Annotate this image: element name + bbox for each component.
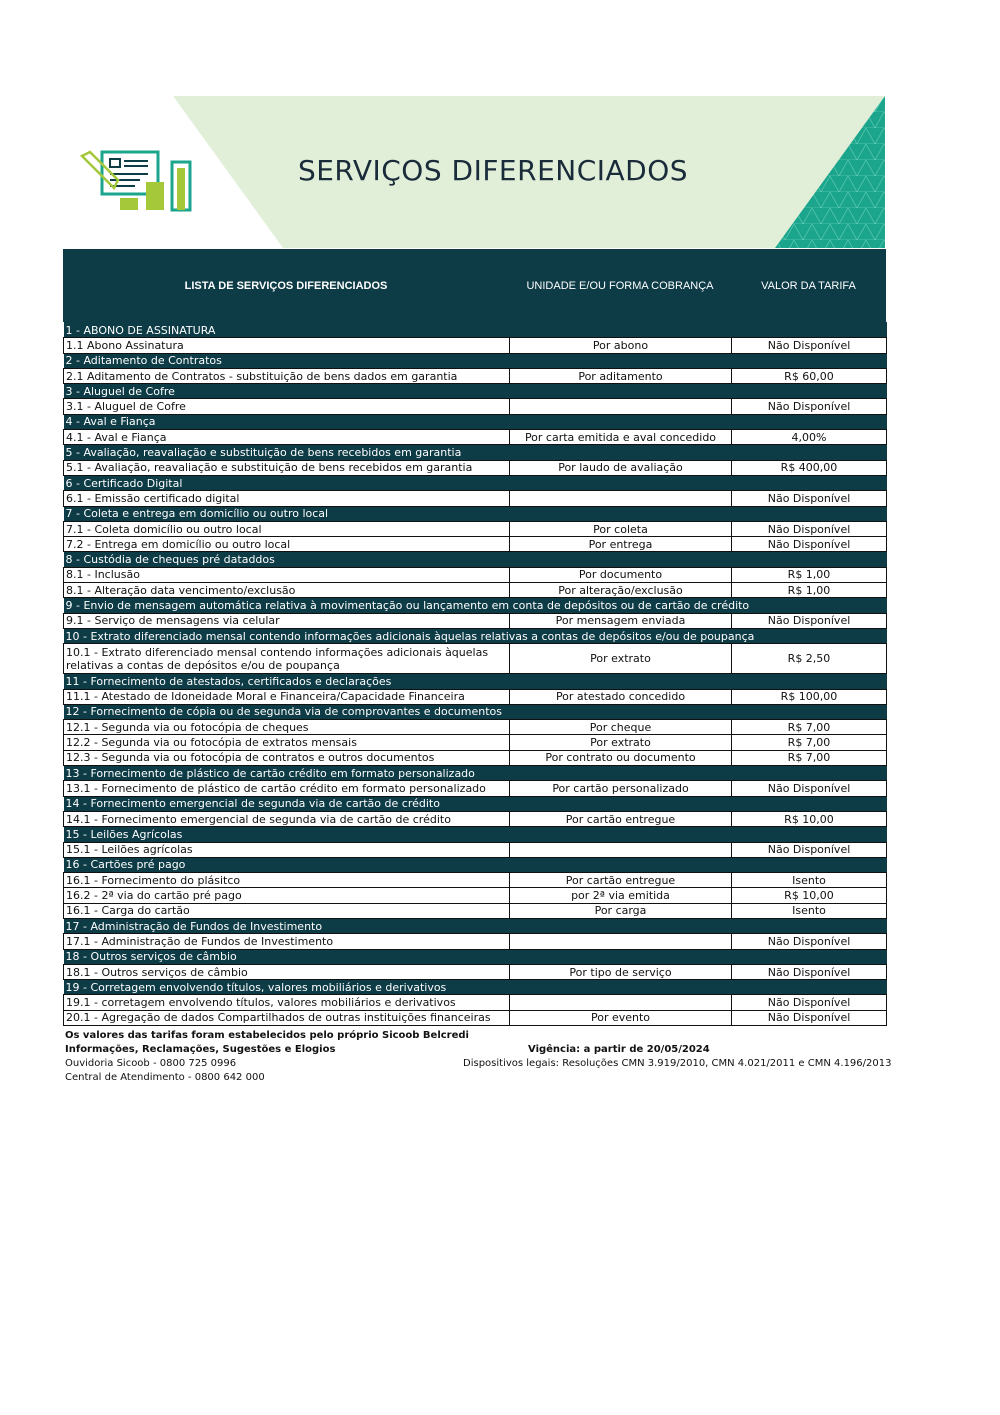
service-cell: 3.1 - Aluguel de Cofre bbox=[64, 399, 510, 414]
unit-cell: Por cartão entregue bbox=[510, 811, 732, 826]
section-row bbox=[64, 506, 887, 521]
service-cell: 8.1 - Alteração data vencimento/exclusão bbox=[64, 583, 510, 598]
unit-cell: Por evento bbox=[510, 1010, 732, 1025]
section-title: 14 - Fornecimento emergencial de segunda via de cartão de crédito bbox=[64, 796, 887, 811]
header-unit: UNIDADE E/OU FORMA COBRANÇA bbox=[526, 279, 714, 292]
unit-cell: Por cartão entregue bbox=[510, 873, 732, 888]
section-row bbox=[64, 827, 887, 842]
unit-cell: Por entrega bbox=[510, 537, 732, 552]
value-cell: R$ 7,00 bbox=[732, 750, 887, 765]
table-row bbox=[64, 567, 887, 582]
section-row bbox=[64, 949, 887, 964]
table-row bbox=[64, 613, 887, 628]
tariff-note: Os valores das tarifas foram estabelecidos pelo próprio Sicoob Belcredi bbox=[65, 1030, 469, 1041]
table-row bbox=[64, 399, 887, 414]
table-row bbox=[64, 750, 887, 765]
unit-cell: Por coleta bbox=[510, 521, 732, 536]
unit-cell: Por laudo de avaliação bbox=[510, 460, 732, 475]
section-row bbox=[64, 796, 887, 811]
table-row bbox=[64, 521, 887, 536]
value-cell: Isento bbox=[732, 903, 887, 918]
value-cell: R$ 400,00 bbox=[732, 460, 887, 475]
section-row bbox=[64, 445, 887, 460]
value-cell: Não Disponível bbox=[732, 934, 887, 949]
value-cell: R$ 60,00 bbox=[732, 368, 887, 383]
service-cell: 10.1 - Extrato diferenciado mensal contendo informações adicionais àquelas relativas a contas de depósitos e/ou de poupança bbox=[64, 644, 510, 674]
service-cell: 12.2 - Segunda via ou fotocópia de extratos mensais bbox=[64, 735, 510, 750]
services-table bbox=[63, 249, 886, 1026]
value-cell: Isento bbox=[732, 873, 887, 888]
section-title: 12 - Fornecimento de cópia ou de segunda via de comprovantes e documentos bbox=[64, 704, 887, 719]
table-row bbox=[64, 811, 887, 826]
service-cell: 18.1 - Outros serviços de câmbio bbox=[64, 964, 510, 979]
table-row bbox=[64, 689, 887, 704]
validity-block bbox=[463, 1043, 892, 1071]
section-title: 2 - Aditamento de Contratos bbox=[64, 353, 887, 368]
service-cell: 15.1 - Leilões agrícolas bbox=[64, 842, 510, 857]
service-cell: 13.1 - Fornecimento de plástico de cartão crédito em formato personalizado bbox=[64, 781, 510, 796]
service-cell: 9.1 - Serviço de mensagens via celular bbox=[64, 613, 510, 628]
table-row bbox=[64, 491, 887, 506]
table-row bbox=[64, 720, 887, 735]
section-title: 4 - Aval e Fiança bbox=[64, 414, 887, 429]
service-cell: 17.1 - Administração de Fundos de Investimento bbox=[64, 934, 510, 949]
page-title: SERVIÇOS DIFERENCIADOS bbox=[297, 154, 689, 187]
value-cell: Não Disponível bbox=[732, 399, 887, 414]
header-banner bbox=[173, 96, 885, 248]
section-title: 13 - Fornecimento de plástico de cartão crédito em formato personalizado bbox=[64, 766, 887, 781]
section-row bbox=[64, 414, 887, 429]
table-header bbox=[63, 249, 886, 322]
table-row bbox=[64, 537, 887, 552]
value-cell: Não Disponível bbox=[732, 995, 887, 1010]
value-cell: Não Disponível bbox=[732, 781, 887, 796]
section-title: 7 - Coleta e entrega em domicílio ou outro local bbox=[64, 506, 887, 521]
section-title: 18 - Outros serviços de câmbio bbox=[64, 949, 887, 964]
section-row bbox=[64, 323, 887, 338]
service-cell: 7.1 - Coleta domicílio ou outro local bbox=[64, 521, 510, 536]
value-cell: R$ 2,50 bbox=[732, 644, 887, 674]
service-cell: 5.1 - Avaliação, reavaliação e substituição de bens recebidos em garantia bbox=[64, 460, 510, 475]
service-cell: 12.1 - Segunda via ou fotocópia de cheques bbox=[64, 720, 510, 735]
value-cell: Não Disponível bbox=[732, 491, 887, 506]
table-row bbox=[64, 873, 887, 888]
section-row bbox=[64, 384, 887, 399]
value-cell: Não Disponível bbox=[732, 338, 887, 353]
services-grid bbox=[63, 322, 887, 1026]
ouvidoria-contact: Ouvidoria Sicoob - 0800 725 0996 bbox=[65, 1058, 237, 1069]
unit-cell: Por extrato bbox=[510, 735, 732, 750]
service-cell: 16.1 - Fornecimento do plásitco bbox=[64, 873, 510, 888]
service-cell: 14.1 - Fornecimento emergencial de segunda via de cartão de crédito bbox=[64, 811, 510, 826]
service-cell: 6.1 - Emissão certificado digital bbox=[64, 491, 510, 506]
service-cell: 1.1 Abono Assinatura bbox=[64, 338, 510, 353]
value-cell: Não Disponível bbox=[732, 613, 887, 628]
document-chart-icon bbox=[80, 150, 205, 217]
service-cell: 11.1 - Atestado de Idoneidade Moral e Financeira/Capacidade Financeira bbox=[64, 689, 510, 704]
section-row bbox=[64, 475, 887, 490]
service-cell: 19.1 - corretagem envolvendo títulos, valores mobiliários e derivativos bbox=[64, 995, 510, 1010]
section-title: 10 - Extrato diferenciado mensal contendo informações adicionais àquelas relativas a contas de depósitos e/ou de poupança bbox=[64, 628, 887, 643]
unit-cell bbox=[510, 995, 732, 1010]
value-cell: R$ 10,00 bbox=[732, 811, 887, 826]
unit-cell bbox=[510, 934, 732, 949]
unit-cell: Por cheque bbox=[510, 720, 732, 735]
value-cell: R$ 100,00 bbox=[732, 689, 887, 704]
table-row bbox=[64, 964, 887, 979]
value-cell: Não Disponível bbox=[732, 537, 887, 552]
service-cell: 20.1 - Agregação de dados Compartilhados de outras instituições financeiras bbox=[64, 1010, 510, 1025]
unit-cell: Por atestado concedido bbox=[510, 689, 732, 704]
service-cell: 16.2 - 2ª via do cartão pré pago bbox=[64, 888, 510, 903]
table-row bbox=[64, 735, 887, 750]
table-row bbox=[64, 368, 887, 383]
section-row bbox=[64, 598, 887, 613]
section-title: 19 - Corretagem envolvendo títulos, valores mobiliários e derivativos bbox=[64, 980, 887, 995]
service-cell: 12.3 - Segunda via ou fotocópia de contratos e outros documentos bbox=[64, 750, 510, 765]
header-service: LISTA DE SERVIÇOS DIFERENCIADOS bbox=[184, 279, 388, 292]
unit-cell: Por carga bbox=[510, 903, 732, 918]
value-cell: Não Disponível bbox=[732, 842, 887, 857]
value-cell: R$ 10,00 bbox=[732, 888, 887, 903]
unit-cell: Por cartão personalizado bbox=[510, 781, 732, 796]
value-cell: R$ 1,00 bbox=[732, 583, 887, 598]
section-row bbox=[64, 674, 887, 689]
value-cell: R$ 7,00 bbox=[732, 720, 887, 735]
service-cell: 7.2 - Entrega em domicílio ou outro local bbox=[64, 537, 510, 552]
value-cell: Não Disponível bbox=[732, 1010, 887, 1025]
value-cell: R$ 1,00 bbox=[732, 567, 887, 582]
value-cell: R$ 7,00 bbox=[732, 735, 887, 750]
table-row bbox=[64, 934, 887, 949]
table-row bbox=[64, 1010, 887, 1025]
service-cell: 16.1 - Carga do cartão bbox=[64, 903, 510, 918]
unit-cell: Por alteração/exclusão bbox=[510, 583, 732, 598]
value-cell: 4,00% bbox=[732, 430, 887, 445]
section-row bbox=[64, 766, 887, 781]
table-row bbox=[64, 888, 887, 903]
service-cell: 2.1 Aditamento de Contratos - substituição de bens dados em garantia bbox=[64, 368, 510, 383]
table-row bbox=[64, 995, 887, 1010]
table-row bbox=[64, 460, 887, 475]
value-cell: Não Disponível bbox=[732, 964, 887, 979]
section-row bbox=[64, 704, 887, 719]
section-title: 1 - ABONO DE ASSINATURA bbox=[64, 323, 887, 338]
unit-cell: Por aditamento bbox=[510, 368, 732, 383]
table-row bbox=[64, 842, 887, 857]
section-title: 6 - Certificado Digital bbox=[64, 475, 887, 490]
service-cell: 4.1 - Aval e Fiança bbox=[64, 430, 510, 445]
section-row bbox=[64, 353, 887, 368]
value-cell: Não Disponível bbox=[732, 521, 887, 536]
unit-cell: Por carta emitida e aval concedido bbox=[510, 430, 732, 445]
section-title: 9 - Envio de mensagem automática relativa à movimentação ou lançamento em conta de depósitos ou de cartão de crédito bbox=[64, 598, 887, 613]
table-row bbox=[64, 644, 887, 674]
table-row bbox=[64, 338, 887, 353]
table-row bbox=[64, 583, 887, 598]
unit-cell bbox=[510, 842, 732, 857]
section-title: 8 - Custódia de cheques pré dataddos bbox=[64, 552, 887, 567]
table-row bbox=[64, 430, 887, 445]
footer bbox=[65, 1029, 895, 1085]
section-title: 17 - Administração de Fundos de Investimento bbox=[64, 918, 887, 933]
unit-cell bbox=[510, 491, 732, 506]
unit-cell: Por extrato bbox=[510, 644, 732, 674]
unit-cell: Por abono bbox=[510, 338, 732, 353]
table-row bbox=[64, 781, 887, 796]
unit-cell: Por tipo de serviço bbox=[510, 964, 732, 979]
validity-date: Vigência: a partir de 20/05/2024 bbox=[528, 1044, 710, 1055]
section-row bbox=[64, 980, 887, 995]
section-row bbox=[64, 552, 887, 567]
unit-cell: Por documento bbox=[510, 567, 732, 582]
section-row bbox=[64, 918, 887, 933]
legal-provisions: Dispositivos legais: Resoluções CMN 3.919/2010, CMN 4.021/2011 e CMN 4.196/2013 bbox=[463, 1058, 892, 1069]
unit-cell: Por mensagem enviada bbox=[510, 613, 732, 628]
section-row bbox=[64, 628, 887, 643]
table-row bbox=[64, 903, 887, 918]
unit-cell bbox=[510, 399, 732, 414]
unit-cell: Por contrato ou documento bbox=[510, 750, 732, 765]
section-title: 16 - Cartões pré pago bbox=[64, 857, 887, 872]
service-cell: 8.1 - Inclusão bbox=[64, 567, 510, 582]
section-title: 11 - Fornecimento de atestados, certificados e declarações bbox=[64, 674, 887, 689]
info-title: Informações, Reclamações, Sugestões e Elogios bbox=[65, 1044, 336, 1055]
section-row bbox=[64, 857, 887, 872]
section-title: 3 - Aluguel de Cofre bbox=[64, 384, 887, 399]
unit-cell: por 2ª via emitida bbox=[510, 888, 732, 903]
central-contact: Central de Atendimento - 0800 642 000 bbox=[65, 1072, 265, 1083]
section-title: 15 - Leilões Agrícolas bbox=[64, 827, 887, 842]
section-title: 5 - Avaliação, reavaliação e substituição de bens recebidos em garantia bbox=[64, 445, 887, 460]
header-value: VALOR DA TARIFA bbox=[761, 279, 856, 292]
